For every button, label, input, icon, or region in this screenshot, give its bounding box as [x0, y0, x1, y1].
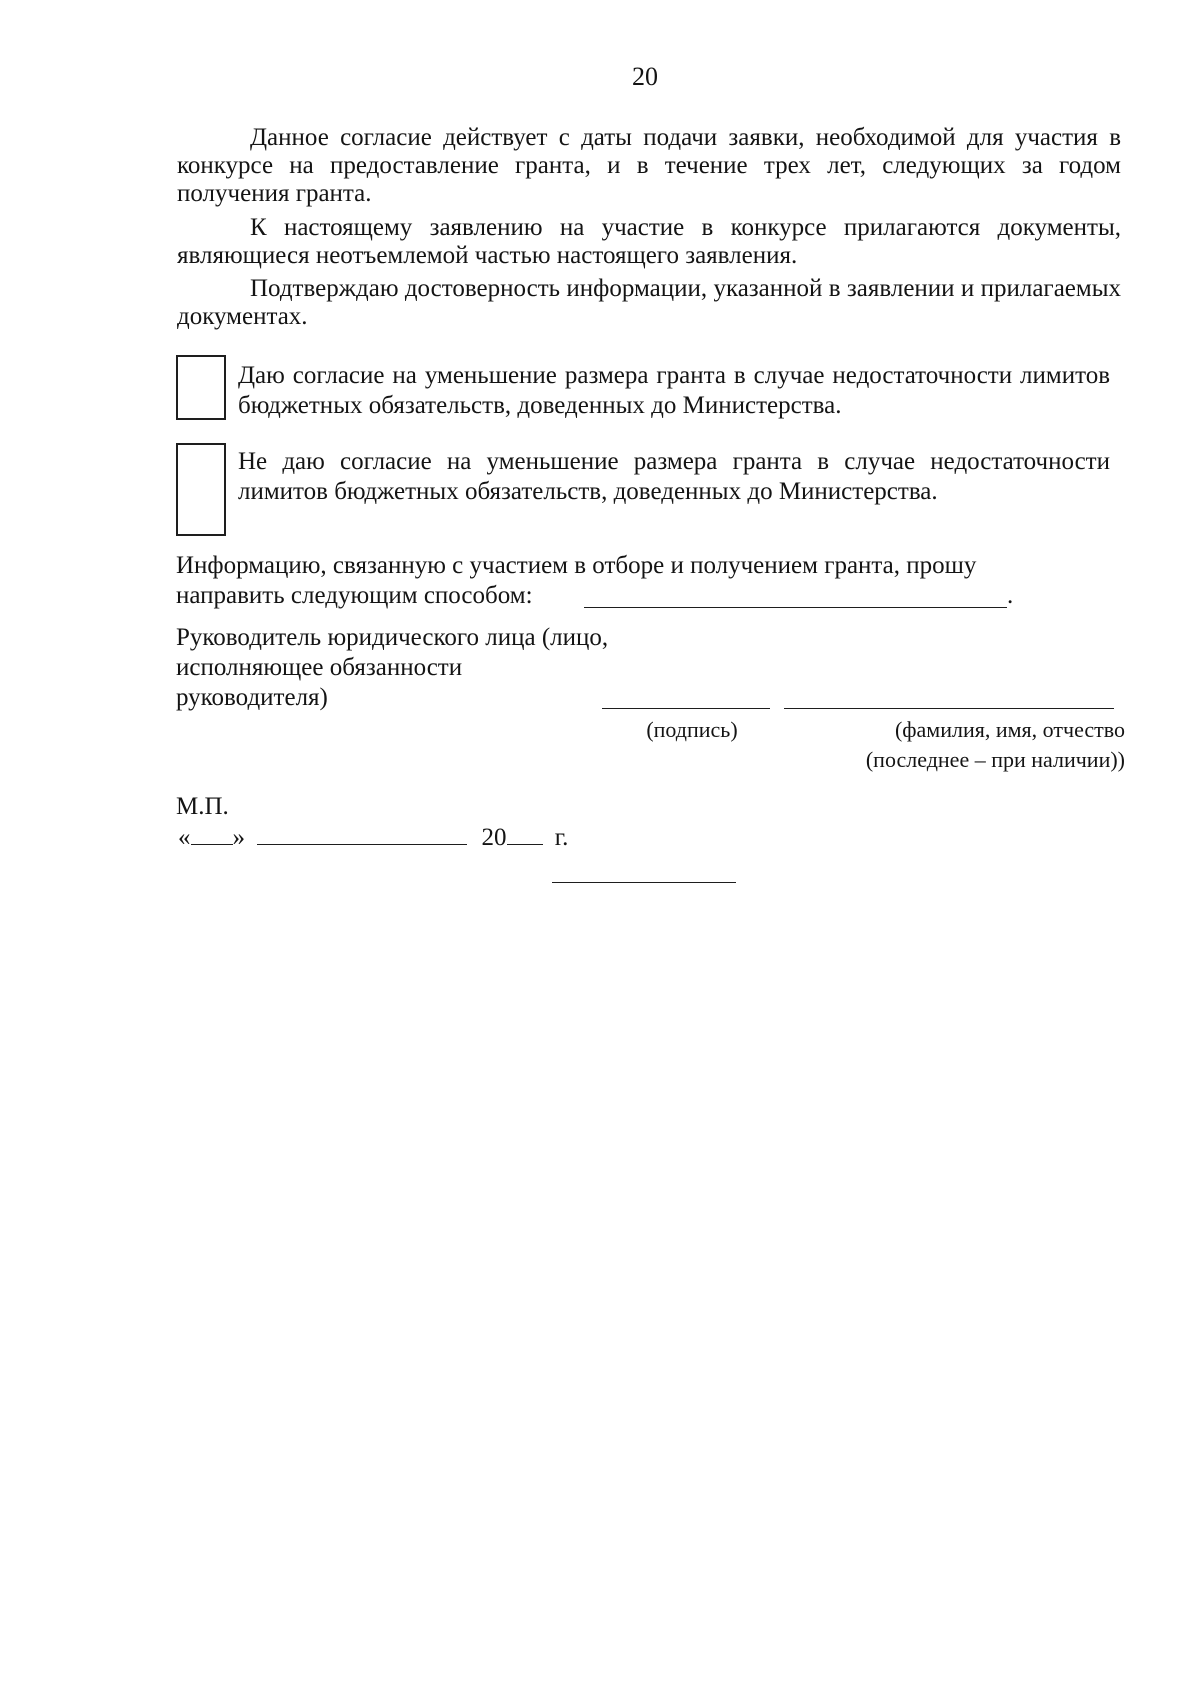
- date-month-field[interactable]: [257, 824, 467, 845]
- full-name-field[interactable]: [784, 688, 1114, 709]
- date-row: [178, 824, 568, 852]
- confirmation-paragraph: Подтверждаю достоверность информации, указанной в заявлении и прилагаемых документах.: [177, 275, 1121, 330]
- date-close-quote: »: [232, 824, 245, 851]
- date-year-prefix: 20: [481, 824, 507, 851]
- page-number: 20: [632, 62, 658, 91]
- closing-divider: [552, 882, 736, 883]
- delivery-method-period: .: [1007, 582, 1014, 609]
- full-name-caption: (фамилия, имя, отчество (последнее – при наличии)): [865, 717, 1125, 772]
- date-day-field[interactable]: [191, 824, 233, 845]
- disagree-checkbox[interactable]: [176, 443, 226, 536]
- info-request-line1: Информацию, связанную с участием в отборе и получением гранта, прошу: [176, 552, 977, 579]
- agree-option-label: Даю согласие на уменьшение размера гранта в случае недостаточности лимитов бюджетных обязательств, доведенных до Министерства.: [238, 362, 1110, 419]
- date-open-quote: «: [178, 824, 191, 851]
- consent-validity-paragraph: Данное согласие действует с даты подачи заявки, необходимой для участия в конкурсе на предоставление гранта, и в течение трех лет, следующих за годом получения гранта.: [177, 124, 1121, 207]
- stamp-placeholder: М.П.: [176, 793, 229, 820]
- signature-caption: (подпись): [646, 717, 738, 742]
- disagree-option-label: Не даю согласие на уменьшение размера гранта в случае недостаточности лимитов бюджетных обязательств, доведенных до Министерства.: [238, 448, 1110, 505]
- date-year-field[interactable]: [507, 824, 543, 845]
- signatory-title: Руководитель юридического лица (лицо, исполняющее обязанности руководителя): [176, 624, 609, 711]
- agree-checkbox[interactable]: [176, 355, 226, 420]
- info-request-line2: направить следующим способом:: [176, 582, 533, 609]
- signature-field[interactable]: [602, 688, 770, 709]
- date-year-suffix: г.: [554, 824, 569, 851]
- attachments-paragraph: К настоящему заявлению на участие в конкурсе прилагаются документы, являющиеся неотъемлемой частью настоящего заявления.: [177, 214, 1121, 269]
- delivery-method-field[interactable]: [584, 580, 1007, 608]
